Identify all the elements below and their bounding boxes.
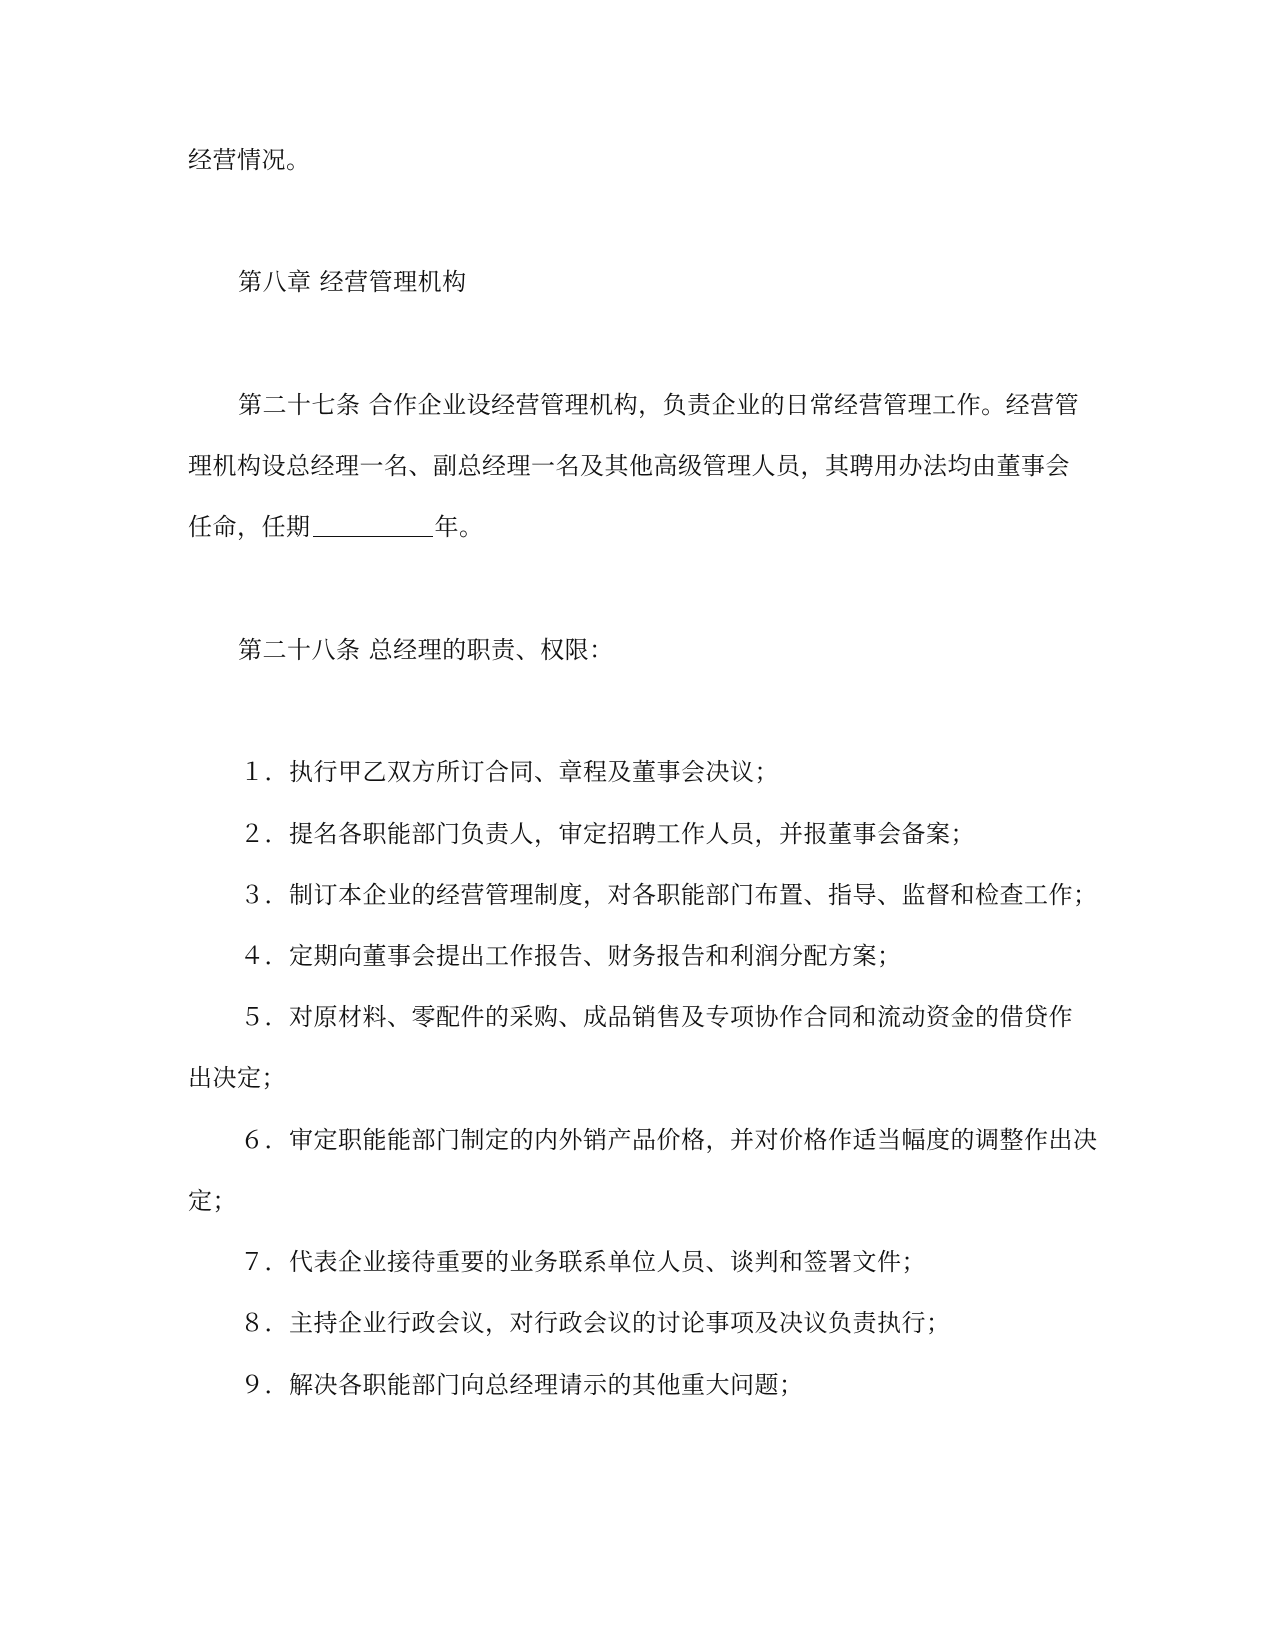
item-number: ５． (240, 1003, 289, 1031)
item-text: 主持企业行政会议，对行政会议的讨论事项及决议负责执行； (289, 1309, 951, 1337)
chapter-heading: 第八章 经营管理机构 (238, 268, 467, 296)
list-item-continuation: 出决定； (188, 1064, 286, 1092)
article-28-heading: 第二十八条 总经理的职责、权限： (238, 636, 614, 664)
item-text: 定期向董事会提出工作报告、财务报告和利润分配方案； (289, 942, 902, 970)
article-27-term-prefix: 任命，任期 (188, 513, 311, 541)
item-number: ８． (240, 1309, 289, 1337)
item-text: 对原材料、零配件的采购、成品销售及专项协作合同和流动资金的借贷作 (289, 1003, 1073, 1031)
item-number: ４． (240, 942, 289, 970)
list-item (240, 1369, 804, 1401)
item-number: ２． (240, 820, 289, 848)
list-item-continuation: 定； (188, 1187, 237, 1215)
list-item (240, 1124, 1098, 1156)
article-27-term-suffix: 年。 (434, 513, 484, 541)
item-text: 代表企业接待重要的业务联系单位人员、谈判和签署文件； (289, 1248, 926, 1276)
item-text: 提名各职能部门负责人，审定招聘工作人员，并报董事会备案； (289, 820, 975, 848)
item-number: ６． (240, 1126, 289, 1154)
item-text: 解决各职能部门向总经理请示的其他重大问题； (289, 1371, 804, 1399)
article-27-line-2: 理机构设总经理一名、副总经理一名及其他高级管理人员，其聘用办法均由董事会 (188, 452, 1070, 480)
list-item (240, 1001, 1073, 1033)
term-years-blank (313, 514, 433, 537)
item-number: １． (240, 758, 289, 786)
item-number: ９． (240, 1371, 289, 1399)
list-item (240, 1246, 926, 1278)
article-27-line-1: 第二十七条 合作企业设经营管理机构，负责企业的日常经营管理工作。经营管 (238, 391, 1080, 419)
list-item (240, 879, 1098, 911)
item-text: 制订本企业的经营管理制度，对各职能部门布置、指导、监督和检查工作； (289, 881, 1098, 909)
item-text: 审定职能能部门制定的内外销产品价格，并对价格作适当幅度的调整作出决 (289, 1126, 1098, 1154)
list-item (240, 818, 975, 850)
article-27-line-3 (188, 511, 484, 543)
list-item (240, 1307, 951, 1339)
list-item (240, 940, 902, 972)
item-number: ７． (240, 1248, 289, 1276)
continuation-text: 经营情况。 (188, 146, 311, 174)
item-text: 执行甲乙双方所订合同、章程及董事会决议； (289, 758, 779, 786)
item-number: ３． (240, 881, 289, 909)
list-item (240, 756, 779, 788)
